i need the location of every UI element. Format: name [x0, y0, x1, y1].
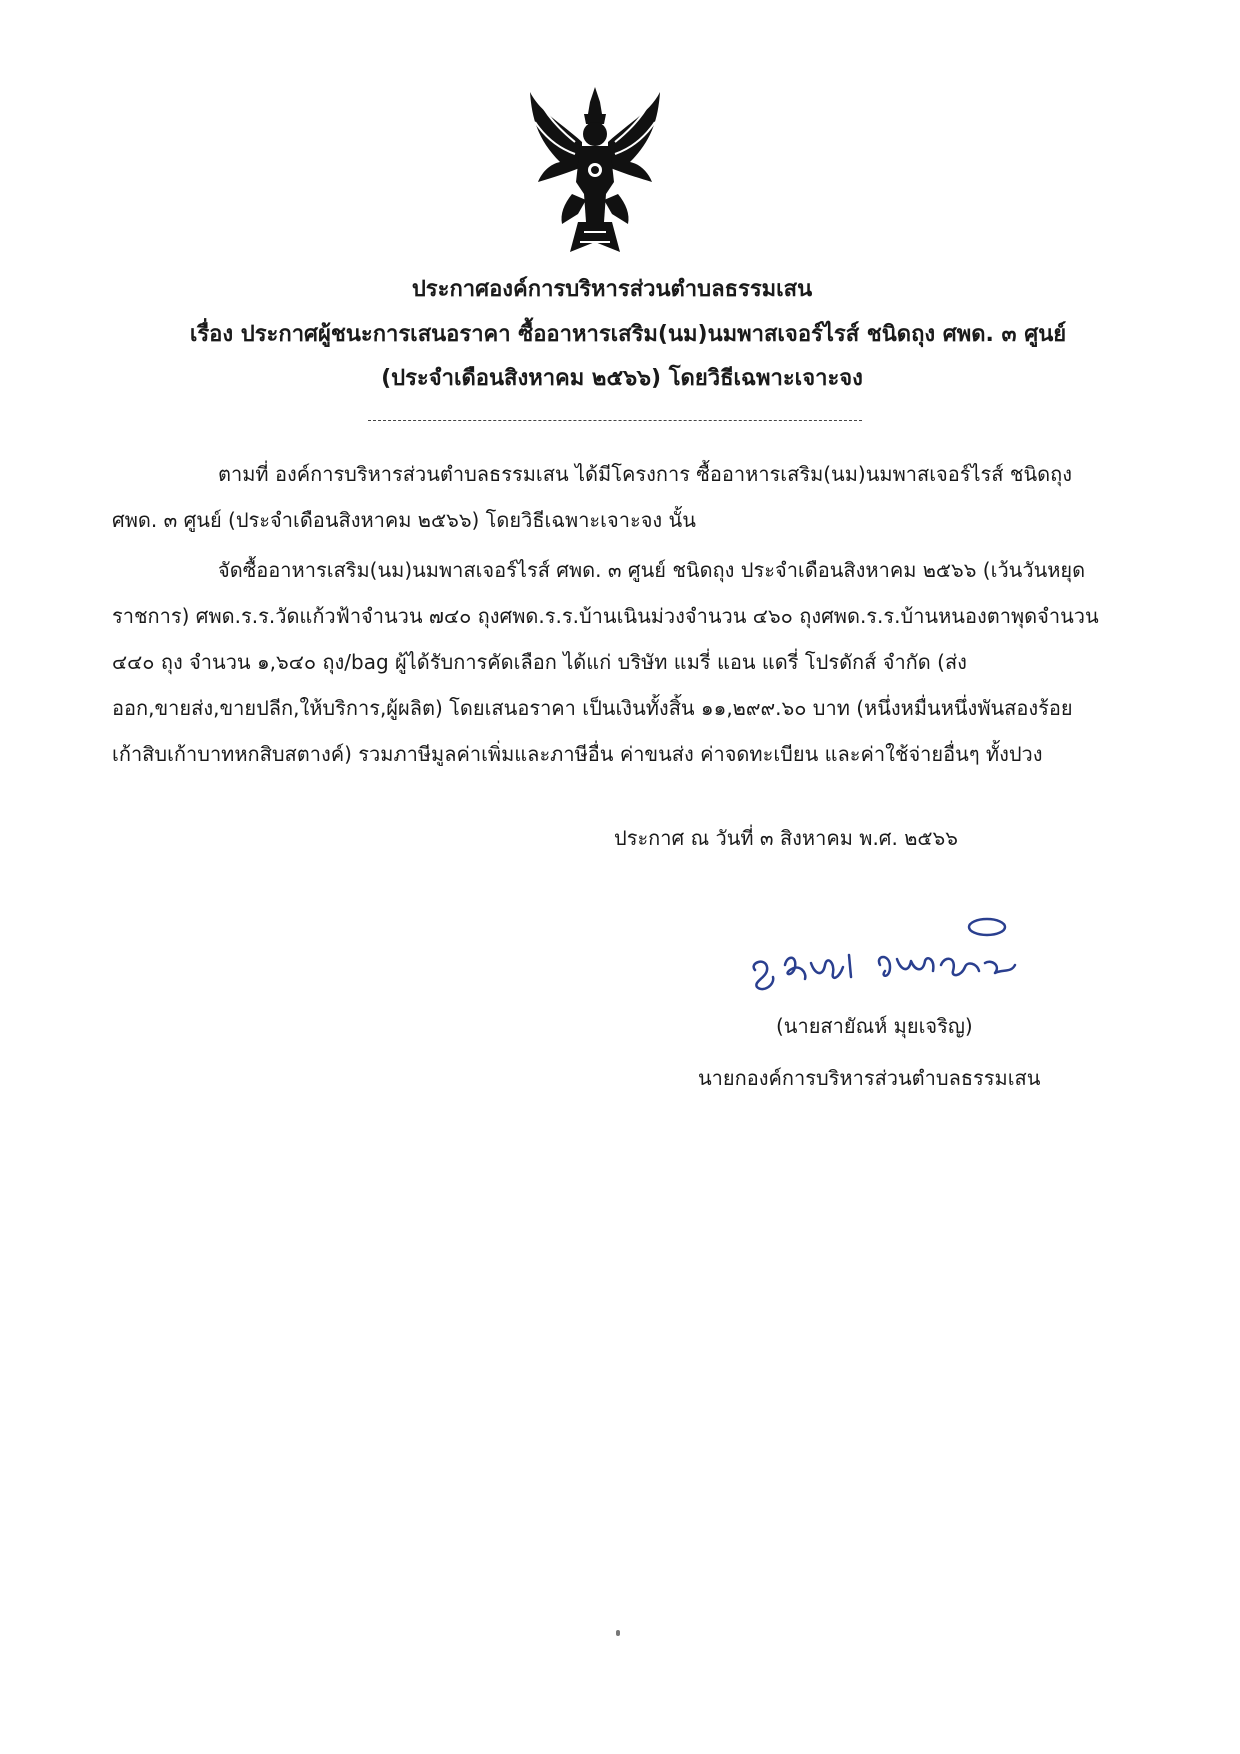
header-org-line: ประกาศองค์การบริหารส่วนตำบลธรรมเสน	[411, 277, 813, 302]
announce-date: ประกาศ ณ วันที่ ๓ สิงหาคม พ.ศ. ๒๕๖๖	[614, 826, 958, 850]
signer-position: นายกองค์การบริหารส่วนตำบลธรรมเสน	[698, 1066, 1041, 1090]
p2-line-1: จัดซื้ออาหารเสริม(นม)นมพาสเจอร์ไรส์ ศพด. ๓ ศูนย์ ชนิดถุง ประจำเดือนสิงหาคม ๒๕๖๖ (เว้นวันหยุด	[218, 558, 1086, 582]
header-separator	[368, 420, 862, 421]
header-subject-line: เรื่อง ประกาศผู้ชนะการเสนอราคา ซื้ออาหารเสริม(นม)นมพาสเจอร์ไรส์ ชนิดถุง ศพด. ๓ ศูนย์	[189, 322, 1067, 347]
signer-name: (นายสายัณห์ มุยเจริญ)	[776, 1014, 973, 1038]
header-method-line: (ประจำเดือนสิงหาคม ๒๕๖๖) โดยวิธีเฉพาะเจาะจง	[381, 366, 863, 391]
garuda-emblem-icon	[520, 82, 670, 262]
p1-line-1: ตามที่ องค์การบริหารส่วนตำบลธรรมเสน ได้มีโครงการ ซื้ออาหารเสริม(นม)นมพาสเจอร์ไรส์ ชนิดถุง	[218, 462, 1072, 486]
p2-line-5: เก้าสิบเก้าบาทหกสิบสตางค์) รวมภาษีมูลค่าเพิ่มและภาษีอื่น ค่าขนส่ง ค่าจดทะเบียน และค่าใช้จ่ายอื่นๆ ทั้งปวง	[112, 742, 1043, 766]
signature-icon	[745, 915, 1045, 995]
p2-line-4: ออก,ขายส่ง,ขายปลีก,ให้บริการ,ผู้ผลิต) โดยเสนอราคา เป็นเงินทั้งสิ้น ๑๑,๒๙๙.๖๐ บาท (หนึ่งหมื่นหนึ่งพันสองร้อย	[112, 696, 1073, 720]
p1-line-2: ศพด. ๓ ศูนย์ (ประจำเดือนสิงหาคม ๒๕๖๖) โดยวิธีเฉพาะเจาะจง นั้น	[112, 508, 696, 532]
p2-line-2: ราชการ) ศพด.ร.ร.วัดแก้วฟ้าจำนวน ๗๔๐ ถุงศพด.ร.ร.บ้านเนินม่วงจำนวน ๔๖๐ ถุงศพด.ร.ร.บ้านหนองตาพุดจำนวน	[112, 604, 1099, 628]
scan-speck	[616, 1630, 620, 1636]
p2-line-3: ๔๔๐ ถุง จำนวน ๑,๖๔๐ ถุง/bag ผู้ได้รับการคัดเลือก ได้แก่ บริษัท แมรี่ แอน แดรี่ โปรดักส์ จำกัด (ส่ง	[112, 650, 967, 674]
